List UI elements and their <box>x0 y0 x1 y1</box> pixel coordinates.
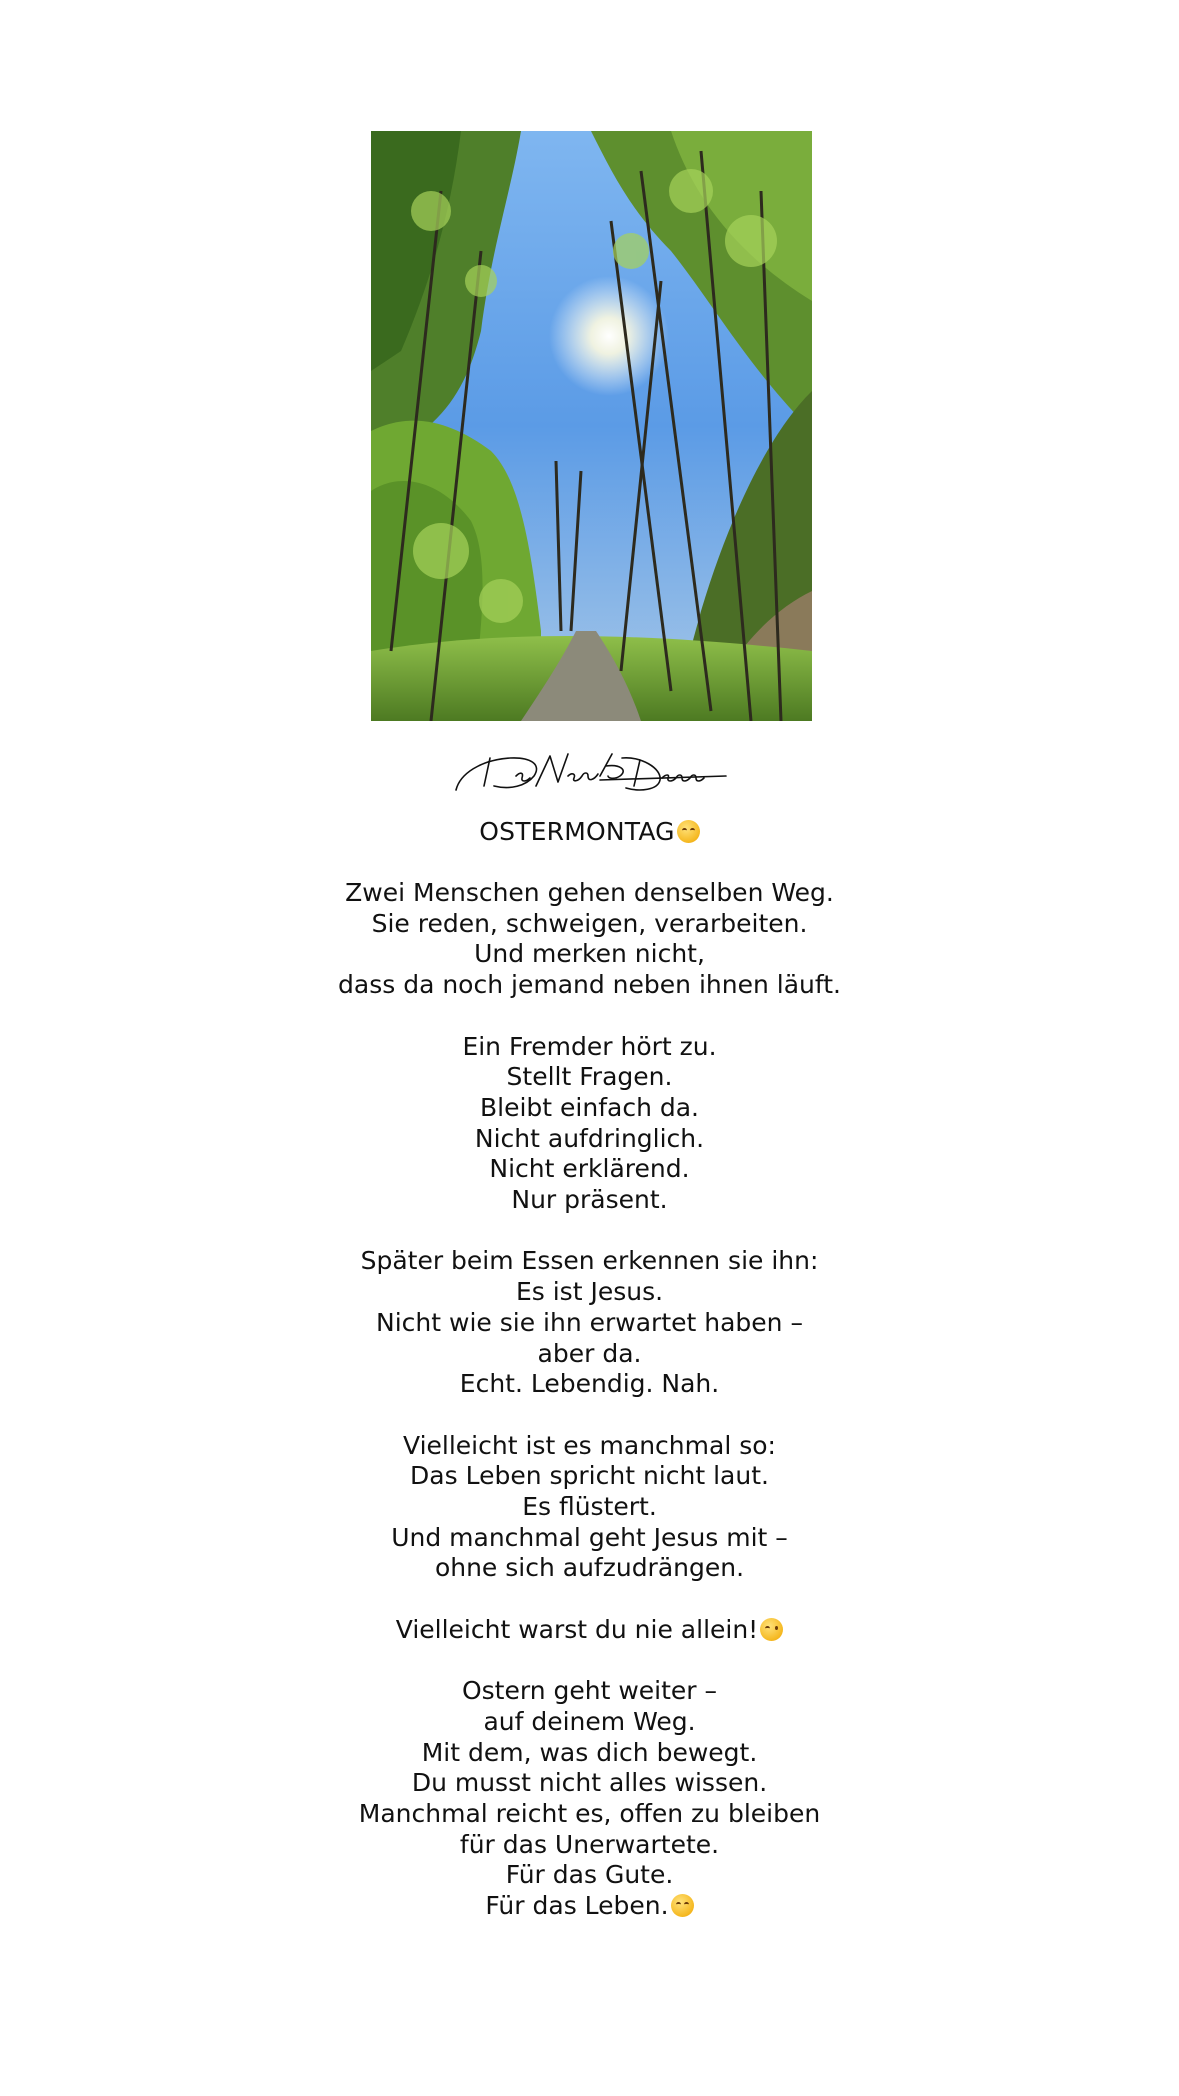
poem-line: ohne sich aufzudrängen. <box>434 1553 745 1583</box>
poem-line: Sie reden, schweigen, verarbeiten. <box>371 908 808 938</box>
poem-line: Es ist Jesus. <box>515 1277 664 1307</box>
poem-line-text: Für das Leben. <box>485 1891 669 1921</box>
poem-line: aber da. <box>537 1338 642 1368</box>
poem-line <box>0 1891 1179 1922</box>
title-text: OSTERMONTAG <box>479 817 675 846</box>
poem-line <box>0 1615 1179 1646</box>
stanza-2 <box>0 1032 1179 1216</box>
poem <box>0 878 1179 1922</box>
poem-line: dass da noch jemand neben ihnen läuft. <box>338 970 841 1000</box>
poem-line: Mit dem, was dich bewegt. <box>421 1737 758 1767</box>
hugging-face-emoji-icon <box>677 820 700 843</box>
poem-line-text: Vielleicht warst du nie allein! <box>395 1614 759 1644</box>
poem-line: Später beim Essen erkennen sie ihn: <box>360 1246 819 1276</box>
poem-line: Du musst nicht alles wissen. <box>411 1768 768 1798</box>
poem-line: Es flüstert. <box>522 1492 657 1522</box>
poem-line: Vielleicht ist es manchmal so: <box>403 1430 776 1460</box>
poem-line: für das Unerwartete. <box>459 1829 720 1859</box>
hugging-face-emoji-icon <box>671 1894 694 1917</box>
poem-line: Stellt Fragen. <box>506 1062 673 1092</box>
poem-line: Für das Gute. <box>505 1860 674 1890</box>
stanza-5 <box>0 1615 1179 1646</box>
poem-line: Manchmal reicht es, offen zu bleiben <box>358 1799 821 1829</box>
poem-line: Echt. Lebendig. Nah. <box>459 1369 720 1399</box>
page-title <box>0 815 1179 849</box>
poem-line: Nicht aufdringlich. <box>474 1123 705 1153</box>
poem-line: Nicht wie sie ihn erwartet haben – <box>376 1307 803 1337</box>
stanza-1 <box>0 878 1179 1001</box>
stanza-6 <box>0 1676 1179 1922</box>
poem-line: Ostern geht weiter – <box>461 1676 718 1706</box>
winking-face-emoji-icon <box>760 1618 783 1641</box>
stanza-4 <box>0 1431 1179 1585</box>
poem-line: auf deinem Weg. <box>483 1706 696 1736</box>
signature-drawing <box>450 746 730 798</box>
stanza-3 <box>0 1246 1179 1400</box>
poem-line: Und merken nicht, <box>474 939 705 969</box>
forest-path-photo <box>371 131 812 721</box>
poem-line: Und manchmal geht Jesus mit – <box>391 1522 788 1552</box>
poem-line: Nicht erklärend. <box>489 1154 690 1184</box>
poem-line: Nur präsent. <box>511 1185 668 1215</box>
poem-line: Bleibt einfach da. <box>479 1092 699 1122</box>
forest-path-illustration <box>371 131 812 721</box>
poem-line: Ein Fremder hört zu. <box>462 1031 717 1061</box>
handwritten-signature <box>450 746 730 798</box>
poem-line: Das Leben spricht nicht laut. <box>410 1461 769 1491</box>
poem-line: Zwei Menschen gehen denselben Weg. <box>345 878 834 907</box>
